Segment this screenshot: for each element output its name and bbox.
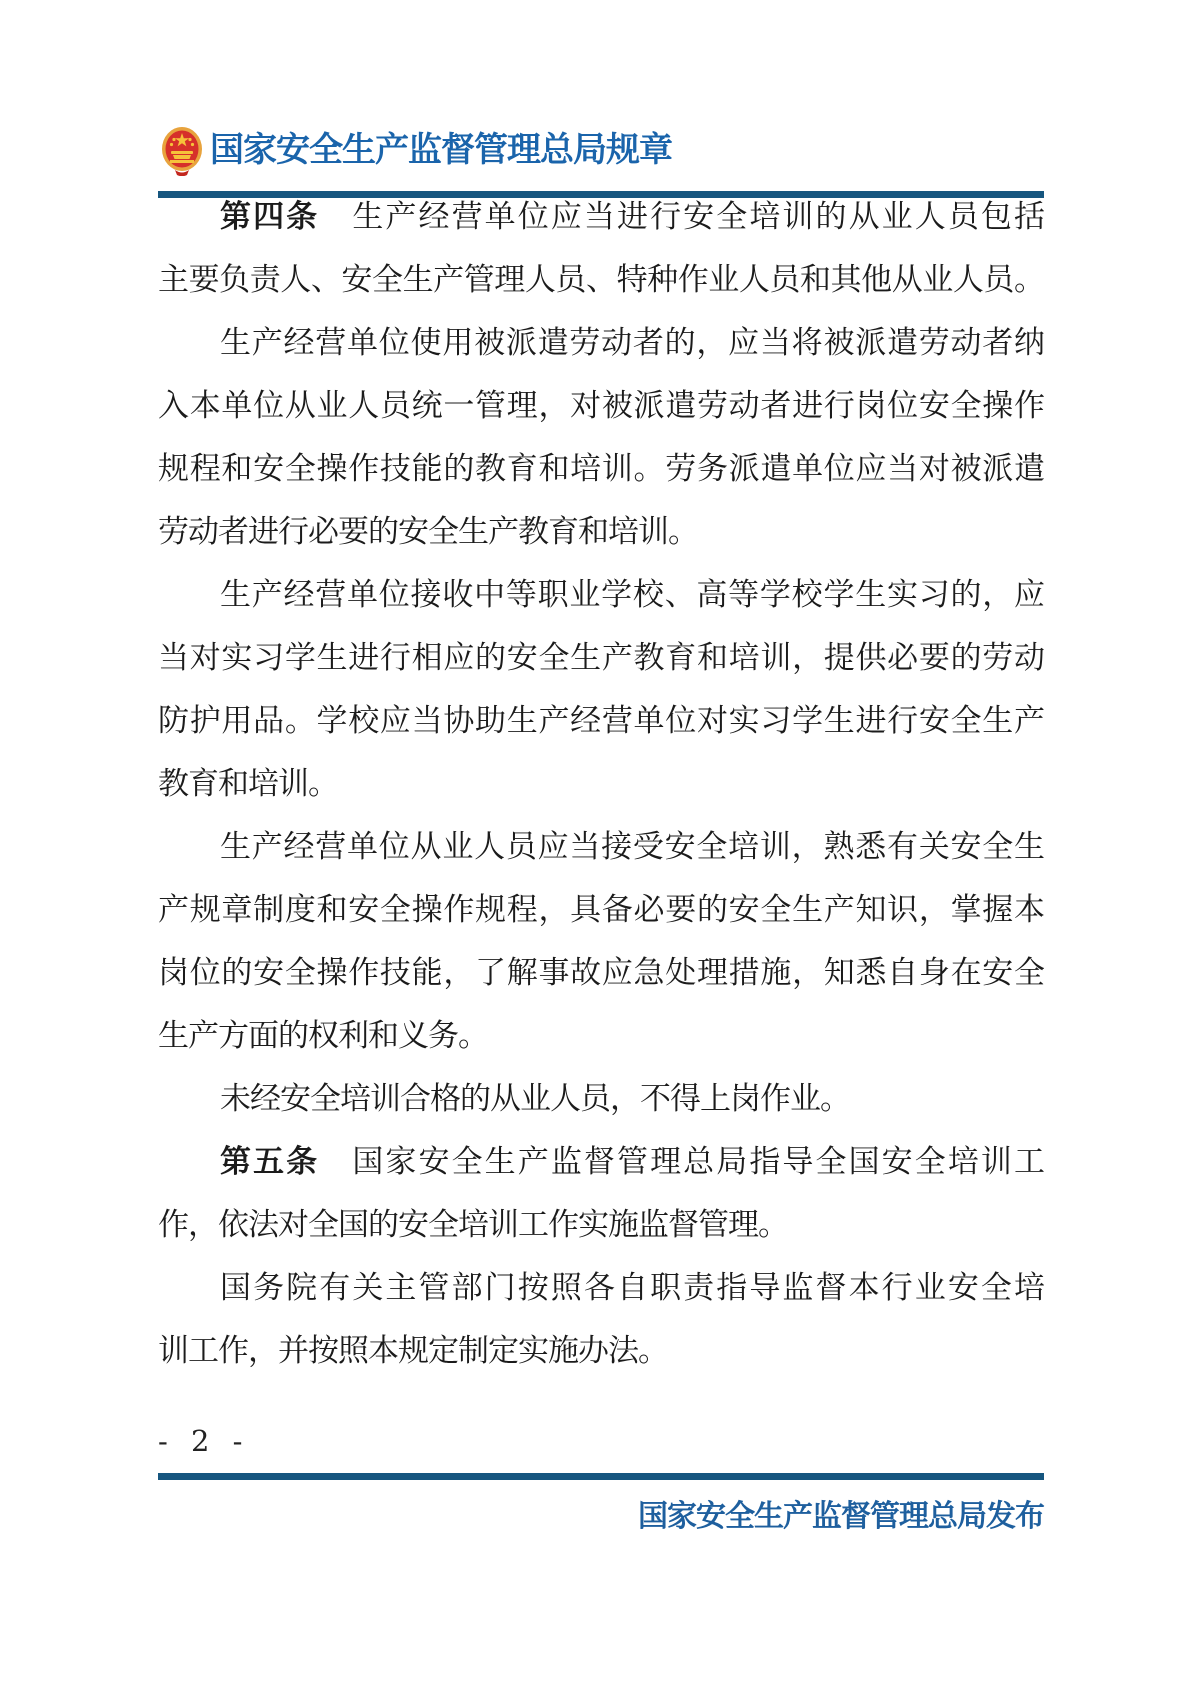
document-line <box>158 563 1044 626</box>
document-line <box>158 248 1044 311</box>
line-text: 岗位的安全操作技能，了解事故应急处理措施，知悉自身在安全 <box>158 955 1044 990</box>
line-text: 国务院有关主管部门按照各自职责指导监督本行业安全培 <box>220 1270 1044 1305</box>
document-line <box>158 437 1044 500</box>
page-number: - 2 - <box>158 1424 250 1458</box>
document-line <box>158 878 1044 941</box>
line-text: 防护用品。学校应当协助生产经营单位对实习学生进行安全生产 <box>158 703 1044 738</box>
footer-divider <box>158 1473 1044 1480</box>
document-line <box>158 185 1044 248</box>
document-line <box>158 1193 1044 1256</box>
publisher-label: 国家安全生产监督管理总局发布 <box>638 1500 1044 1533</box>
line-text: 国家安全生产监督管理总局指导全国安全培训工 <box>319 1144 1044 1179</box>
document-line <box>158 1004 1044 1067</box>
article-number: 第五条 <box>220 1144 320 1179</box>
line-text: 入本单位从业人员统一管理，对被派遣劳动者进行岗位安全操作 <box>158 388 1044 423</box>
document-line <box>158 1067 1044 1130</box>
document-line <box>158 752 1044 815</box>
document-body <box>158 185 1044 1382</box>
line-text: 教育和培训。 <box>158 766 338 801</box>
page-title: 国家安全生产监督管理总局规章 <box>210 131 672 169</box>
line-text: 未经安全培训合格的从业人员，不得上岗作业。 <box>220 1081 850 1116</box>
document-line <box>158 311 1044 374</box>
article-number: 第四条 <box>220 199 320 234</box>
document-line <box>158 626 1044 689</box>
line-text: 生产经营单位使用被派遣劳动者的，应当将被派遣劳动者纳 <box>220 325 1044 360</box>
document-line <box>158 500 1044 563</box>
line-text: 作，依法对全国的安全培训工作实施监督管理。 <box>158 1207 788 1242</box>
line-text: 主要负责人、安全生产管理人员、特种作业人员和其他从业人员。 <box>158 262 1044 297</box>
line-text: 规程和安全操作技能的教育和培训。劳务派遣单位应当对被派遣 <box>158 451 1044 486</box>
line-text: 生产方面的权利和义务。 <box>158 1018 488 1053</box>
document-line <box>158 374 1044 437</box>
document-line <box>158 1319 1044 1382</box>
national-emblem-icon <box>161 126 203 176</box>
document-line <box>158 1130 1044 1193</box>
line-text: 劳动者进行必要的安全生产教育和培训。 <box>158 514 698 549</box>
line-text: 生产经营单位应当进行安全培训的从业人员包括 <box>319 199 1044 234</box>
document-line <box>158 941 1044 1004</box>
document-line <box>158 1256 1044 1319</box>
line-text: 生产经营单位接收中等职业学校、高等学校学生实习的，应 <box>220 577 1044 612</box>
line-text: 训工作，并按照本规定制定实施办法。 <box>158 1333 668 1368</box>
line-text: 产规章制度和安全操作规程，具备必要的安全生产知识，掌握本 <box>158 892 1044 927</box>
document-line <box>158 689 1044 752</box>
line-text: 当对实习学生进行相应的安全生产教育和培训，提供必要的劳动 <box>158 640 1044 675</box>
line-text: 生产经营单位从业人员应当接受安全培训，熟悉有关安全生 <box>220 829 1044 864</box>
document-line <box>158 815 1044 878</box>
